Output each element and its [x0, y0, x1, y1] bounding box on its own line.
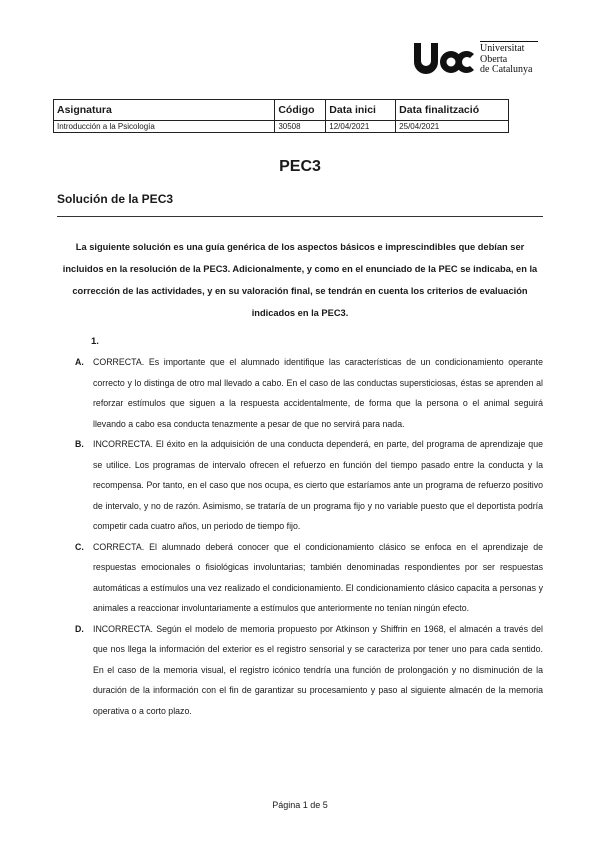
answer-item-a — [75, 352, 543, 434]
answer-item-b — [75, 434, 543, 537]
question-number: 1. — [91, 336, 99, 347]
cell-codigo: 30508 — [275, 121, 326, 133]
course-info-table — [53, 99, 509, 133]
heading-divider — [57, 216, 543, 217]
answer-text: CORRECTA. Es importante que el alumnado identifique las características de un condicionamiento operante correcto y lo distinga de otro mal llevado a cabo. En el caso de las conductas supersticiosas, éstas se aprenden al reforzar estímulos que siguen a la respuesta accidentalmente, de forma que la persona o el animal seguirá llevando a cabo esa conducta tenazmente a pesar de que no servirá para nada. — [93, 357, 543, 429]
document-title: PEC3 — [279, 158, 321, 175]
answer-list — [75, 352, 543, 721]
answer-item-d — [75, 619, 543, 722]
logo-line-2: Oberta — [480, 53, 508, 65]
uoc-logo-mark — [413, 42, 475, 74]
cell-data-inici: 12/04/2021 — [326, 121, 396, 133]
answer-text: CORRECTA. El alumnado deberá conocer que el condicionamiento clásico se enfoca en el aprendizaje de respuestas emocionales o fisiológicas involuntarias; también denominadas respondientes por ser respuestas automáticas a estímulos una vez realizado el condicionamiento. El condicionamiento clásico capacita a personas y animales a reaccionar involuntariamente a estímulos que anteriormente no tenían ningún efecto. — [93, 541, 543, 613]
logo-line-1: Universitat — [480, 43, 525, 54]
header-data-finalitzacio: Data finalització — [396, 100, 509, 121]
section-heading: Solución de la PEC3 — [57, 192, 174, 206]
intro-paragraph: La siguiente solución es una guía genérica de los aspectos básicos e imprescindibles que debían ser incluidos en la resolución de la PEC3. Adicionalmente, y como en el enunciado de la PEC se indicaba, en la corrección de las actividades, y en su valoración final, se tendrán en cuenta los criterios de evaluación indicados en la PEC3. — [62, 242, 538, 318]
header-data-inici: Data inici — [326, 100, 396, 121]
header-asignatura: Asignatura — [54, 100, 275, 121]
answer-letter: D. — [75, 623, 84, 634]
answer-item-c — [75, 537, 543, 619]
answer-text: INCORRECTA. El éxito en la adquisición de una conducta dependerá, en parte, del programa de aprendizaje que se utilice. Los programas de intervalo ofrecen el refuerzo en función del tiempo pasado entre la conducta y la recompensa. Por tanto, en el caso que nos ocupa, es cierto que estaríamos ante un programa de refuerzo positivo de intervalo, y no de razón. Asimismo, se trataría de un programa fijo y no variable puesto que el deportista podría competir cada cuatro años, un periodo de tiempo fijo. — [93, 439, 543, 531]
cell-asignatura: Introducción a la Psicología — [54, 121, 275, 133]
answer-letter: C. — [75, 541, 84, 552]
cell-data-finalitzacio: 25/04/2021 — [396, 121, 509, 133]
answer-text: INCORRECTA. Según el modelo de memoria propuesto por Atkinson y Shiffrin en 1968, el almacén a través del que nos llega la información del exterior es el registro sensorial y se caracteriza por tener uno para cada sentido. En el caso de la memoria visual, el registro icónico tendría una función de prolongación y no disminución de la duración de la información con el fin de garantizar su procesamiento y paso al siguiente almacén de la memoria operativa o a corto plazo. — [93, 623, 543, 716]
logo-line-3: de Catalunya — [480, 64, 533, 75]
logo-wordmark — [480, 40, 538, 76]
answer-letter: B. — [75, 439, 84, 449]
answer-letter: A. — [75, 357, 84, 367]
page-number: Página 1 de 5 — [272, 800, 328, 810]
header-codigo: Código — [275, 100, 326, 121]
table-row — [54, 121, 509, 133]
table-header-row — [54, 100, 509, 121]
uoc-logo — [413, 40, 538, 76]
